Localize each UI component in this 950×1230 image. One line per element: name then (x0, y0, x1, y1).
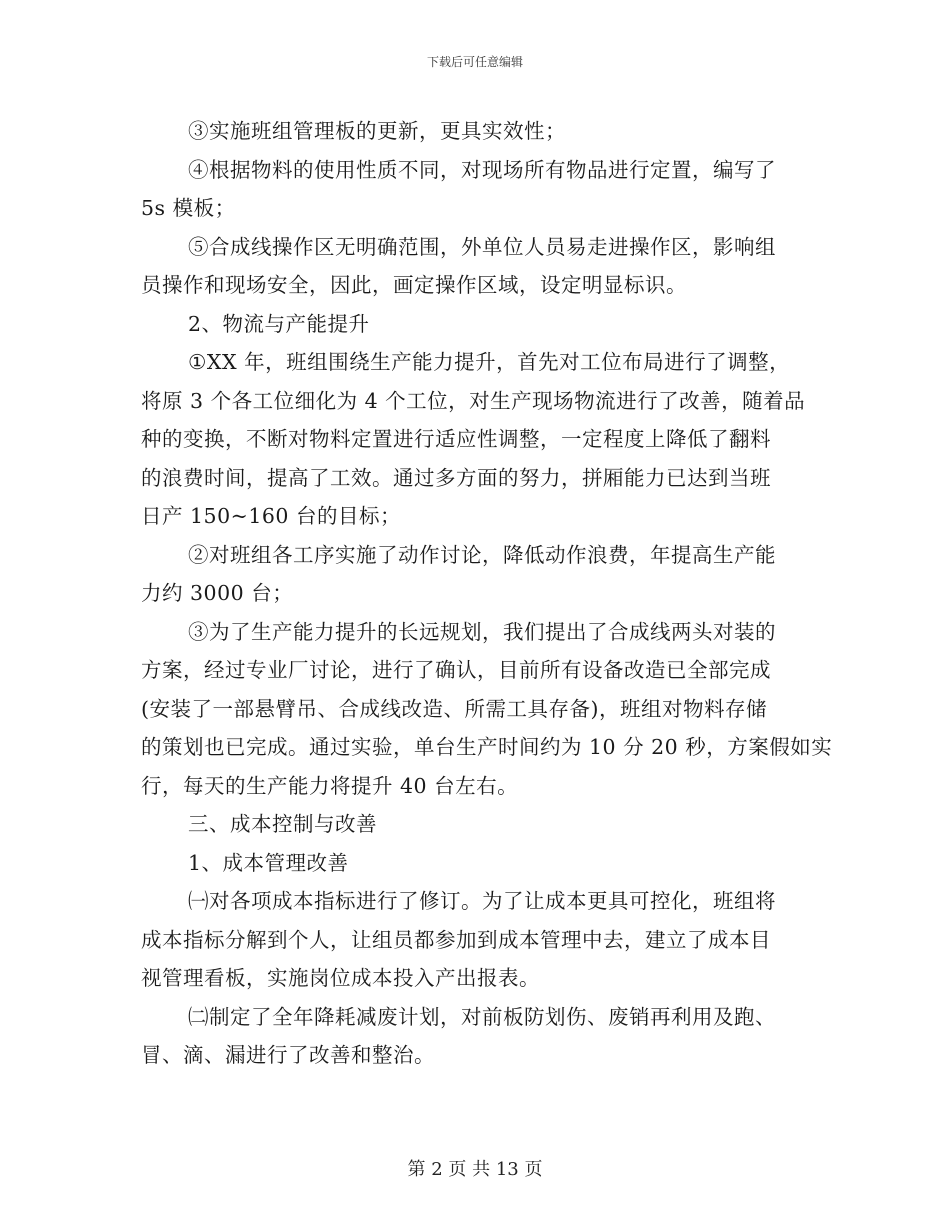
paragraph-line: ①XX 年，班组围绕生产能力提升，首先对工位布局进行了调整， (188, 350, 791, 374)
paragraph-line: 行，每天的生产能力将提升 40 台左右。 (141, 773, 519, 798)
section-heading: 2、物流与产能提升 (188, 311, 370, 336)
section-heading: 三、成本控制与改善 (188, 812, 377, 836)
paragraph-line: ③为了生产能力提升的长远规划，我们提出了合成线两头对装的 (188, 619, 776, 644)
paragraph-line: 的浪费时间，提高了工效。通过多方面的努力，拼厢能力已达到当班 (141, 465, 771, 490)
paragraph-line: (安装了一部悬臂吊、合成线改造、所需工具存备)，班组对物料存储 (141, 696, 767, 721)
paragraph-line: ㈡制定了全年降耗减废计划，对前板防划伤、废销再利用及跑、 (188, 1004, 776, 1029)
paragraph-line: 冒、滴、漏进行了改善和整治。 (141, 1043, 435, 1067)
paragraph-line: 力约 3000 台； (141, 581, 294, 605)
section-heading: 1、成本管理改善 (188, 850, 349, 875)
paragraph-line: 将原 3 个各工位细化为 4 个工位，对生产现场物流进行了改善，随着品 (141, 388, 806, 413)
paragraph-line: 日产 150~160 台的目标； (141, 504, 401, 528)
paragraph-line: 种的变换，不断对物料定置进行适应性调整，一定程度上降低了翻料 (141, 427, 771, 451)
page-number-footer: 第 2 页 共 13 页 (407, 1159, 543, 1180)
paragraph-line: 视管理看板，实施岗位成本投入产出报表。 (141, 966, 540, 990)
paragraph-line: 员操作和现场安全，因此，画定操作区域，设定明显标识。 (141, 273, 687, 297)
paragraph-line: ⑤合成线操作区无明确范围，外单位人员易走进操作区，影响组 (188, 234, 776, 259)
paragraph-line: ③实施班组管理板的更新，更具实效性； (188, 119, 566, 143)
paragraph-line: ④根据物料的使用性质不同，对现场所有物品进行定置，编写了 (188, 157, 776, 182)
document-body (141, 112, 833, 1075)
paragraph-line: 方案，经过专业厂讨论，进行了确认，目前所有设备改造已全部完成 (141, 658, 771, 682)
paragraph-line: ②对班组各工序实施了动作讨论，降低动作浪费，年提高生产能 (188, 542, 776, 567)
paragraph-line: ㈠对各项成本指标进行了修订。为了让成本更具可控化，班组将 (188, 889, 776, 913)
paragraph-line: 的策划也已完成。通过实验，单台生产时间约为 10 分 20 秒，方案假如实 (141, 735, 833, 759)
paragraph-line: 成本指标分解到个人，让组员都参加到成本管理中去，建立了成本目 (141, 927, 771, 952)
paragraph-line: 5s 模板； (141, 196, 236, 220)
page-header-note: 下载后可任意编辑 (426, 55, 523, 69)
